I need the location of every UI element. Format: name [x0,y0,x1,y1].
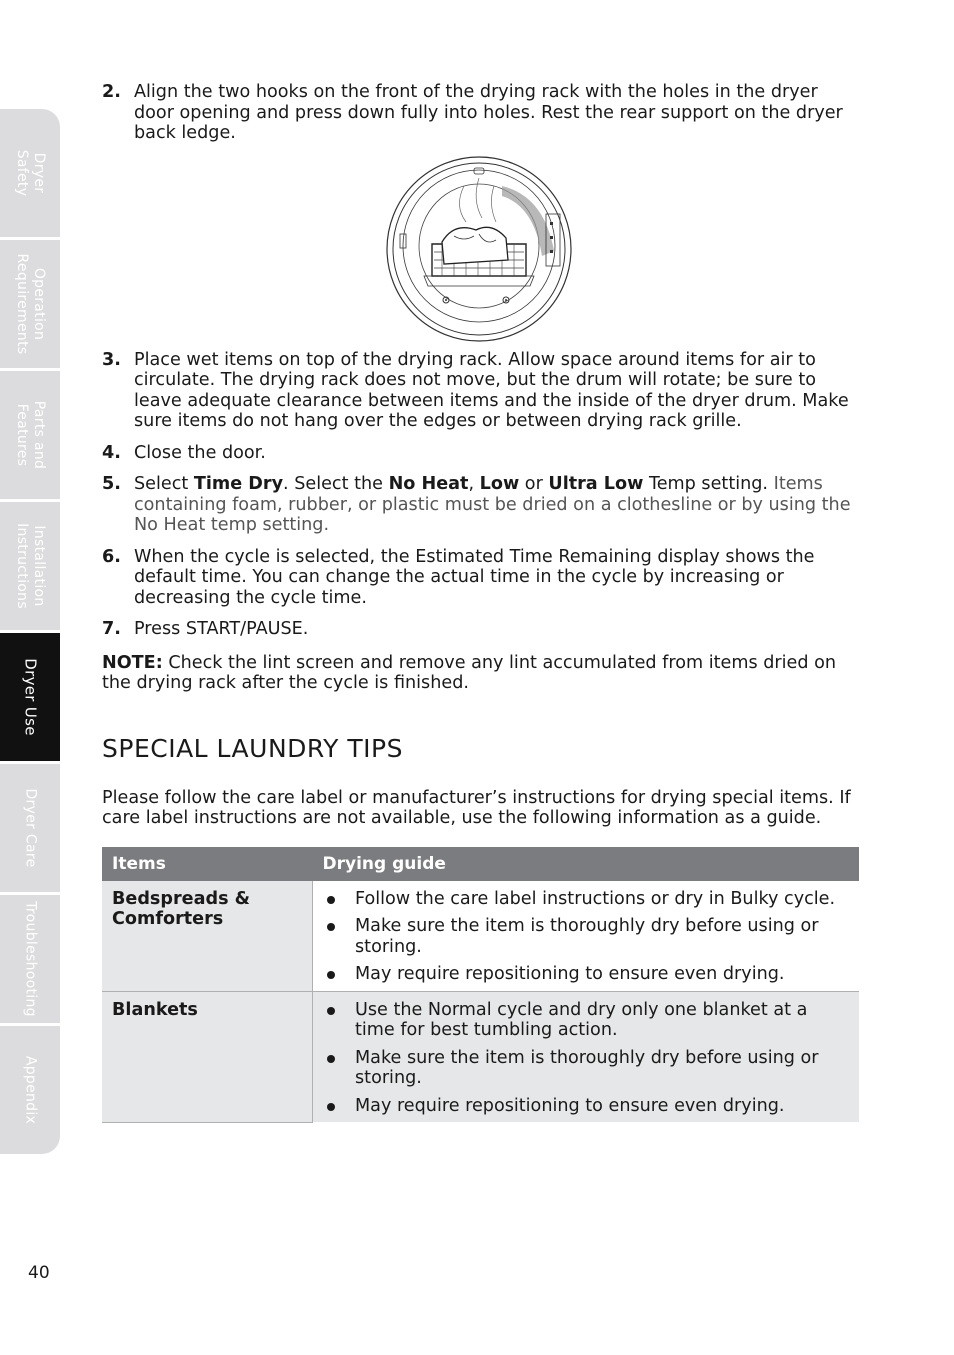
tab-label: Installation Instructions [14,523,47,609]
table-row [102,991,859,1122]
step-text: Align the two hooks on the front of the drying rack with the holes in the dryer door opening and press down fully into holes. Rest the rear support on the dryer back ledge. [134,82,843,143]
no-heat-label: No Heat [388,474,469,494]
tab-troubleshooting[interactable] [0,895,60,1023]
tab-operation-requirements[interactable] [0,240,60,368]
ultra-low-label: Ultra Low [548,474,644,494]
step-text: , [468,474,480,494]
drying-guide-cell [313,991,860,1122]
section-heading: SPECIAL LAUNDRY TIPS [102,733,403,763]
header-drying-guide: Drying guide [313,847,860,881]
tab-parts-and-features[interactable] [0,371,60,499]
step-number: 4. [102,442,121,463]
step-2 [102,82,862,144]
page-number: 40 [28,1263,50,1283]
list-item: May require repositioning to ensure even drying. [323,1096,849,1117]
section-intro: Please follow the care label or manufacturer’s instructions for drying special items. If care label instructions are not available, use the following information as a guide. [102,787,851,828]
list-item: Make sure the item is thoroughly dry before using or storing. [323,916,849,957]
step-5 [102,474,862,536]
dryer-drum-illustration [384,156,574,342]
step-number: 7. [102,619,121,639]
step-text: Close the door. [134,442,266,463]
list-item: Follow the care label instructions or dry in Bulky cycle. [323,889,849,910]
step-number: 6. [102,546,121,567]
tab-label: Dryer Care [22,788,39,868]
tab-dryer-care[interactable] [0,764,60,892]
item-name: Blankets [102,991,313,1122]
step-text: Place wet items on top of the drying rack. Allow space around items for air to circulate. The drying rack does not move, but the drum will rotate; be sure to leave adequate clearance between items and the inside of the dryer drum. Make sure items do not hang over the edges or between drying rack grille. [134,349,849,431]
table-header-row [102,847,859,881]
bullet-list [323,889,849,985]
note-label: NOTE: [102,652,163,673]
tab-label: Operation Requirements [14,253,47,355]
step-text: Items containing foam, rubber, or plastic must be dried on a clothesline or by using the No Heat temp setting. [134,474,851,535]
header-items: Items [102,847,313,881]
page-content [102,82,862,1123]
low-label: Low [479,474,520,494]
tab-label: Dryer Use [21,658,40,736]
list-item: May require repositioning to ensure even drying. [323,964,849,985]
drying-guide-table [102,847,859,1123]
step-text: Temp setting. [643,474,769,494]
step-3 [102,350,862,432]
tab-dryer-use[interactable] [0,633,60,761]
step-text: Press START/PAUSE. [134,619,309,639]
step-number: 3. [102,349,121,370]
step-text: Select [134,474,194,494]
drying-guide-cell [313,881,860,992]
list-item: Make sure the item is thoroughly dry before using or storing. [323,1048,849,1089]
tab-label: Dryer Safety [14,149,47,197]
tab-installation-instructions[interactable] [0,502,60,630]
section-tabs [0,109,60,1157]
step-text: or [519,474,549,494]
time-dry-label: Time Dry [193,474,284,494]
tab-appendix[interactable] [0,1026,60,1154]
step-6 [102,547,862,609]
list-item: Use the Normal cycle and dry only one blanket at a time for best tumbling action. [323,1000,849,1041]
step-7 [102,619,862,640]
step-number: 2. [102,82,121,102]
step-number: 5. [102,474,121,494]
step-text: When the cycle is selected, the Estimated Time Remaining display shows the default time. You can change the actual time in the cycle by increasing or decreasing the cycle time. [134,546,815,608]
item-name: Bedspreads & Comforters [102,881,313,992]
step-text: . Select the [283,474,389,494]
tab-label: Troubleshooting [22,901,39,1017]
bullet-list [323,1000,849,1117]
tab-dryer-safety[interactable] [0,109,60,237]
note-text: Check the lint screen and remove any lint accumulated from items dried on the drying rack after the cycle is finished. [102,652,837,693]
tab-label: Parts and Features [14,400,47,470]
table-row [102,881,859,992]
note [102,653,862,694]
step-4 [102,443,862,464]
tab-label: Appendix [22,1055,39,1125]
